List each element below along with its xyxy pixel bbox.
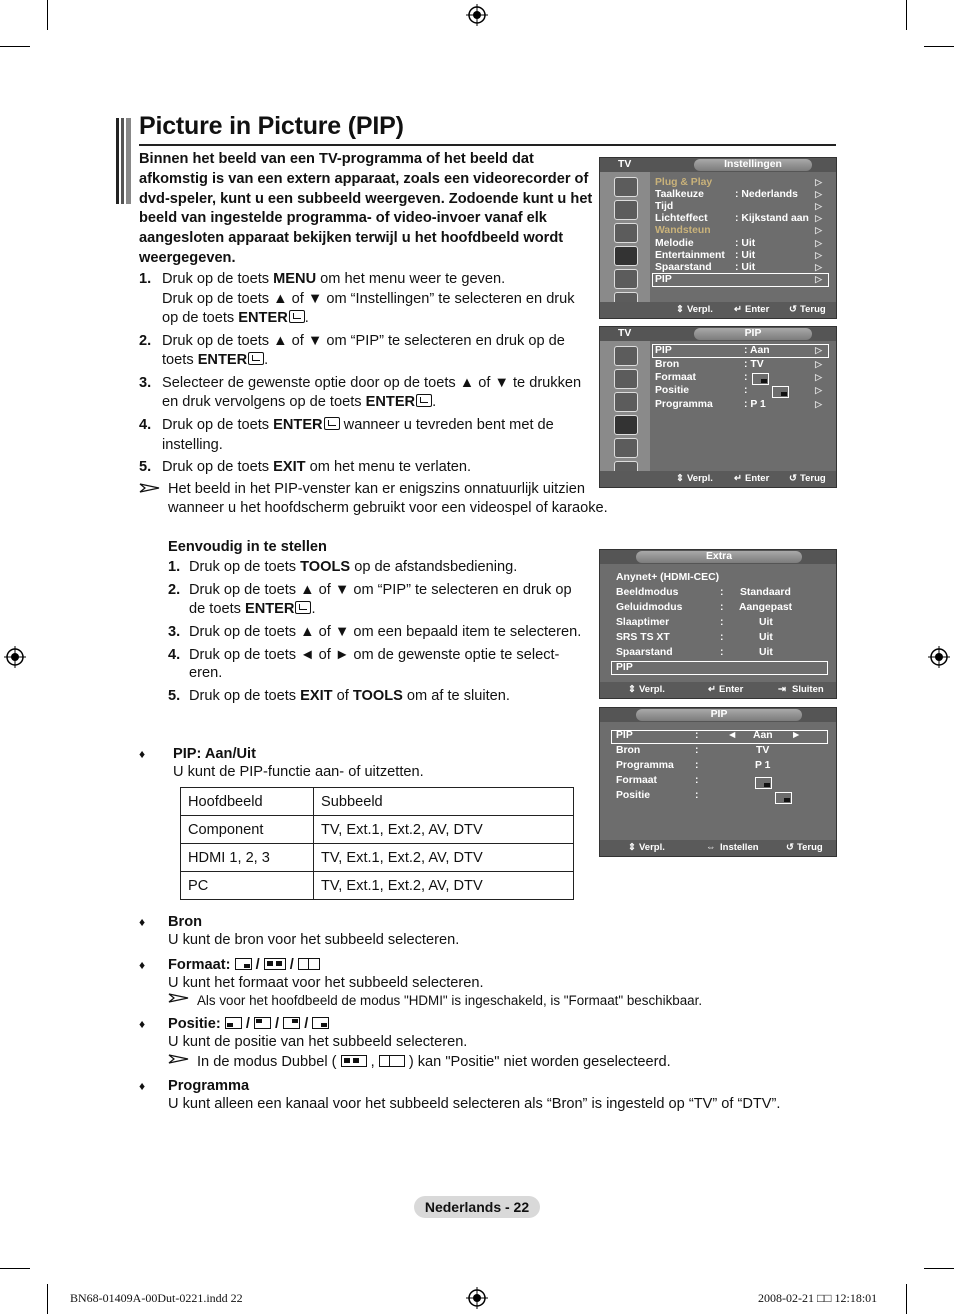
table-row	[181, 788, 574, 816]
step-text: de toets ENTER .	[189, 601, 316, 617]
note-text: Als voor het hoofdbeeld de modus "HDMI" is ingeschakeld, is "Formaat" beschikbaar.	[197, 993, 703, 1008]
osd-pip-tools-menu	[599, 707, 837, 857]
enter-icon: ↵	[734, 304, 742, 315]
osd-header	[600, 550, 836, 564]
setup-gear-icon	[614, 415, 638, 435]
bullet-icon: ♦	[139, 915, 146, 929]
crop-mark	[47, 0, 48, 30]
step-text: op de toets ENTER .	[162, 310, 309, 326]
osd-row-colon: :	[720, 617, 724, 628]
submenu-arrow-icon: ▷	[815, 372, 822, 382]
table-cell: Component	[181, 816, 314, 844]
osd-row-label[interactable]: Entertainment	[655, 250, 725, 261]
move-icon: ⇕	[676, 473, 684, 484]
submenu-arrow-icon: ▷	[815, 201, 822, 211]
channel-icon	[614, 392, 638, 412]
print-slug-date: 2008-02-21 □□ 12:18:01	[758, 1291, 878, 1305]
picture-icon	[614, 346, 638, 366]
page-title: Picture in Picture (PIP)	[139, 112, 404, 140]
osd-row-colon: :	[695, 730, 699, 741]
submenu-arrow-icon: ▷	[815, 262, 822, 272]
format-double-split-icon	[379, 1055, 405, 1067]
exit-icon: ⇥	[778, 684, 786, 695]
osd-selection-highlight	[652, 273, 829, 287]
position-bottom-right-icon	[775, 792, 792, 804]
table-row	[181, 816, 574, 844]
osd-row-label[interactable]: Slaaptimer	[616, 617, 670, 628]
sound-icon	[614, 200, 638, 220]
osd-row-label[interactable]: Programma	[616, 760, 674, 771]
osd-row-label[interactable]: Formaat	[616, 775, 657, 786]
step-text: Druk op de toets ◄ of ► om de gewenste optie te select-	[189, 647, 560, 663]
step-number: 3.	[168, 624, 181, 640]
note-arrow-icon	[139, 483, 161, 493]
osd-row-colon: :	[720, 647, 724, 658]
enter-icon: ↵	[708, 684, 716, 695]
step-number: 1.	[139, 271, 152, 287]
osd-row-label[interactable]: Beeldmodus	[616, 587, 679, 598]
osd-row-colon: :	[695, 745, 699, 756]
intro-paragraph: Binnen het beeld van een TV-programma of het beeld dat afkomstig is van een extern apparaat, zoals een videorecorder of dvd-speler, kunt u een subbeeld weergeven. Zodoende kunt u het beeld van ingestelde programma- of video-invoer vanaf elk aangesloten apparaat bekijken terwijl u het hoofdbeeld wordt weergegeven.	[139, 151, 593, 266]
osd-settings-menu	[599, 157, 837, 319]
crop-mark	[924, 1268, 954, 1269]
crop-mark	[0, 46, 30, 47]
osd-row-label[interactable]: Spaarstand	[616, 647, 673, 658]
osd-row-value: : P 1	[744, 399, 766, 410]
osd-tv-label: TV	[618, 159, 632, 170]
note-text: wanneer u het hoofdscherm gebruikt voor een videospel of karaoke.	[168, 500, 608, 516]
osd-footer-enter: Enter	[745, 473, 770, 484]
table-cell: HDMI 1, 2, 3	[181, 844, 314, 872]
step-number: 3.	[139, 375, 152, 391]
osd-row-label[interactable]: PIP	[655, 274, 672, 285]
submenu-arrow-icon: ▷	[815, 250, 822, 260]
submenu-arrow-icon: ▷	[815, 225, 822, 235]
submenu-arrow-icon: ▷	[815, 345, 822, 355]
osd-row-label[interactable]: Bron	[616, 745, 641, 756]
osd-row-label[interactable]: PIP	[616, 730, 633, 741]
table-cell: TV, Ext.1, Ext.2, AV, DTV	[314, 816, 574, 844]
osd-row-value: TV	[756, 745, 770, 756]
section-heading: Bron	[168, 914, 203, 930]
bullet-icon: ♦	[139, 1079, 146, 1093]
step-text: Druk op de toets ▲ of ▼ om een bepaald item te selecteren.	[189, 624, 582, 640]
channel-icon	[614, 223, 638, 243]
step-number: 2.	[139, 333, 152, 349]
input-icon	[614, 269, 638, 289]
sound-icon	[614, 369, 638, 389]
table-cell: PC	[181, 872, 314, 900]
registration-mark-icon	[466, 4, 488, 26]
registration-mark-icon	[466, 1287, 488, 1309]
crop-mark	[906, 0, 907, 30]
step-text: Druk op de toets MENU om het menu weer te geven.	[162, 271, 506, 287]
title-decoration	[116, 118, 131, 204]
osd-row-value: : Aan	[744, 345, 770, 356]
note-arrow-icon	[168, 1054, 190, 1064]
osd-row-label[interactable]: Positie	[655, 385, 690, 396]
step-text: instelling.	[162, 437, 223, 453]
submenu-arrow-icon: ▷	[815, 359, 822, 369]
step-text: Druk op de toets ▲ of ▼ om “PIP” te selecteren en druk op	[189, 582, 572, 598]
move-icon: ⇕	[676, 304, 684, 315]
format-pip-icon	[755, 777, 772, 789]
osd-sidebar	[600, 172, 650, 302]
osd-row-label[interactable]: Wandsteun	[655, 225, 711, 236]
osd-header	[600, 327, 836, 341]
osd-row-label[interactable]: Lichteffect	[655, 213, 708, 224]
osd-row-value: Aangepast	[739, 602, 793, 613]
submenu-arrow-icon: ▷	[815, 238, 822, 248]
setup-gear-icon	[614, 246, 638, 266]
step-number: 1.	[168, 559, 181, 575]
osd-footer	[600, 471, 836, 487]
page-number-badge: Nederlands - 22	[414, 1196, 540, 1218]
registration-mark-icon	[4, 646, 26, 668]
osd-right-arrow-icon[interactable]: ►	[791, 730, 802, 741]
table-row	[181, 844, 574, 872]
format-double-split-icon	[298, 958, 320, 970]
osd-footer-close: Sluiten	[792, 684, 824, 695]
picture-icon	[614, 177, 638, 197]
crop-mark	[47, 1284, 48, 1314]
section-heading: Eenvoudig in te stellen	[168, 539, 327, 555]
input-icon	[614, 438, 638, 458]
step-text: Druk op de toets EXIT of TOOLS om af te sluiten.	[189, 688, 510, 704]
osd-footer-move: Verpl.	[639, 842, 665, 853]
osd-row-value: :	[744, 372, 748, 383]
osd-row-value: P 1	[755, 760, 771, 771]
enter-icon	[324, 417, 340, 430]
osd-row-label[interactable]: Geluidmodus	[616, 602, 683, 613]
position-bottom-right-icon	[312, 1017, 329, 1029]
step-text: Druk op de toets ENTER wanneer u tevreden bent met de	[162, 417, 554, 433]
osd-row-label[interactable]: Formaat	[655, 372, 696, 383]
step-number: 5.	[139, 459, 152, 475]
osd-row-value: :	[744, 385, 748, 396]
osd-row-value: : Uit	[735, 250, 756, 261]
table-row	[181, 872, 574, 900]
step-text: Druk op de toets TOOLS op de afstandsbediening.	[189, 559, 518, 575]
note-text: Het beeld in het PIP-venster kan er enigszins onnatuurlijk uitzien	[168, 481, 585, 497]
bullet-icon: ♦	[139, 958, 146, 972]
osd-row-value: : Kijkstand aan	[735, 213, 809, 224]
print-slug-file: BN68-01409A-00Dut-0221.indd 22	[70, 1291, 243, 1305]
osd-sidebar	[600, 341, 650, 471]
osd-row-colon: :	[695, 760, 699, 771]
osd-title: Instellingen	[694, 159, 812, 171]
osd-tv-label: TV	[618, 328, 632, 339]
section-text: U kunt de bron voor het subbeeld selecteren.	[168, 932, 460, 948]
adjust-icon: ⇔	[706, 842, 716, 853]
osd-row-label[interactable]: Programma	[655, 399, 713, 410]
step-text: Druk op de toets ▲ of ▼ om “PIP” te selecteren en druk op de	[162, 333, 565, 349]
title-rule	[139, 144, 836, 146]
osd-extra-menu	[599, 549, 837, 699]
osd-row-value: Uit	[759, 647, 773, 658]
submenu-arrow-icon: ▷	[815, 399, 822, 409]
section-heading: Positie: / / /	[168, 1015, 329, 1035]
table-cell: TV, Ext.1, Ext.2, AV, DTV	[314, 872, 574, 900]
osd-row-label[interactable]: Spaarstand	[655, 262, 712, 273]
osd-footer-enter: Enter	[719, 684, 744, 695]
osd-footer	[600, 302, 836, 318]
submenu-arrow-icon: ▷	[815, 274, 822, 284]
note-arrow-icon	[168, 993, 190, 1003]
table-cell: Hoofdbeeld	[181, 788, 314, 816]
crop-mark	[906, 1284, 907, 1314]
registration-mark-icon	[928, 646, 950, 668]
position-bottom-right-icon	[772, 386, 789, 398]
osd-row-value: Uit	[759, 617, 773, 628]
step-number: 5.	[168, 688, 181, 704]
bullet-icon: ♦	[139, 747, 146, 761]
section-text: U kunt de PIP-functie aan- of uitzetten.	[173, 764, 424, 780]
osd-row-label[interactable]: Plug & Play	[655, 177, 713, 188]
enter-icon	[416, 394, 432, 407]
osd-row-label[interactable]: PIP	[655, 345, 672, 356]
enter-icon	[248, 352, 264, 365]
osd-footer	[600, 682, 836, 698]
format-double-icon	[341, 1055, 367, 1067]
step-text: eren.	[189, 665, 223, 681]
section-text: U kunt het formaat voor het subbeeld selecteren.	[168, 975, 484, 991]
osd-title: PIP	[636, 709, 802, 721]
submenu-arrow-icon: ▷	[815, 213, 822, 223]
source-table	[180, 787, 574, 900]
step-text: Selecteer de gewenste optie door op de toets ▲ of ▼ te drukken	[162, 375, 582, 391]
osd-row-value: : TV	[744, 359, 764, 370]
osd-row-colon: :	[695, 790, 699, 801]
format-pip-icon	[235, 958, 252, 970]
submenu-arrow-icon: ▷	[815, 385, 822, 395]
osd-row-colon: :	[695, 775, 699, 786]
osd-footer-move: Verpl.	[687, 473, 713, 484]
table-cell: Subbeeld	[314, 788, 574, 816]
step-text: Druk op de toets EXIT om het menu te verlaten.	[162, 459, 472, 475]
osd-title: PIP	[694, 328, 812, 340]
osd-row-label[interactable]: Anynet+ (HDMI-CEC)	[616, 572, 720, 583]
osd-row-value: : Uit	[735, 238, 756, 249]
osd-footer-move: Verpl.	[687, 304, 713, 315]
osd-row-label[interactable]: Positie	[616, 790, 651, 801]
section-text: U kunt de positie van het subbeeld selecteren.	[168, 1034, 468, 1050]
crop-mark	[0, 1268, 30, 1269]
osd-pip-menu	[599, 326, 837, 488]
step-text: en druk vervolgens op de toets ENTER .	[162, 394, 437, 410]
return-icon: ↺	[789, 304, 797, 315]
return-icon: ↺	[789, 473, 797, 484]
enter-icon	[295, 601, 311, 614]
step-text: Druk op de toets ▲ of ▼ om “Instellingen” te selecteren en druk	[162, 291, 575, 307]
submenu-arrow-icon: ▷	[815, 177, 822, 187]
osd-footer-back: Terug	[800, 473, 826, 484]
osd-row-value: Aan	[753, 730, 773, 741]
note-text: In de modus Dubbel ( , ) kan "Positie" niet worden geselecteerd.	[197, 1054, 671, 1070]
osd-row-value: : Nederlands	[735, 189, 798, 200]
osd-footer-adjust: Instellen	[720, 842, 759, 853]
enter-icon: ↵	[734, 473, 742, 484]
osd-header	[600, 708, 836, 722]
osd-selection-highlight	[611, 661, 828, 675]
osd-footer-enter: Enter	[745, 304, 770, 315]
crop-mark	[924, 46, 954, 47]
osd-row-value: Standaard	[740, 587, 791, 598]
enter-icon	[289, 310, 305, 323]
position-top-right-icon	[283, 1017, 300, 1029]
step-text: toets ENTER .	[162, 352, 269, 368]
submenu-arrow-icon: ▷	[815, 189, 822, 199]
osd-header	[600, 158, 836, 172]
osd-row-label[interactable]: Melodie	[655, 238, 694, 249]
osd-footer	[600, 840, 836, 856]
osd-row-colon: :	[720, 602, 724, 613]
table-cell: TV, Ext.1, Ext.2, AV, DTV	[314, 844, 574, 872]
section-text: U kunt alleen een kanaal voor het subbeeld selecteren als “Bron” is ingesteld op “TV” of “DTV”.	[168, 1096, 781, 1112]
position-top-left-icon	[254, 1017, 271, 1029]
section-heading: PIP: Aan/Uit	[173, 746, 256, 762]
osd-row-value: : Uit	[735, 262, 756, 273]
osd-footer-move: Verpl.	[639, 684, 665, 695]
osd-footer-back: Terug	[797, 842, 823, 853]
osd-row-label[interactable]: Tijd	[655, 201, 674, 212]
osd-left-arrow-icon[interactable]: ◄	[727, 730, 738, 741]
return-icon: ↺	[786, 842, 794, 853]
position-bottom-left-icon	[225, 1017, 242, 1029]
osd-title: Extra	[636, 551, 802, 563]
bullet-icon: ♦	[139, 1017, 146, 1031]
osd-row-value: Uit	[759, 632, 773, 643]
osd-row-label[interactable]: SRS TS XT	[616, 632, 670, 643]
step-number: 4.	[139, 417, 152, 433]
step-number: 4.	[168, 647, 181, 663]
move-icon: ⇕	[628, 684, 636, 695]
osd-row-colon: :	[720, 632, 724, 643]
osd-footer-back: Terug	[800, 304, 826, 315]
format-double-icon	[264, 958, 286, 970]
section-heading: Formaat: / /	[168, 956, 320, 976]
osd-selection-highlight	[652, 344, 829, 358]
section-heading: Programma	[168, 1078, 250, 1094]
osd-row-label[interactable]: Taalkeuze	[655, 189, 704, 200]
move-icon: ⇕	[628, 842, 636, 853]
format-pip-icon	[752, 373, 769, 385]
osd-row-label[interactable]: PIP	[616, 662, 633, 673]
osd-row-label[interactable]: Bron	[655, 359, 680, 370]
osd-row-colon: :	[720, 587, 724, 598]
step-number: 2.	[168, 582, 181, 598]
